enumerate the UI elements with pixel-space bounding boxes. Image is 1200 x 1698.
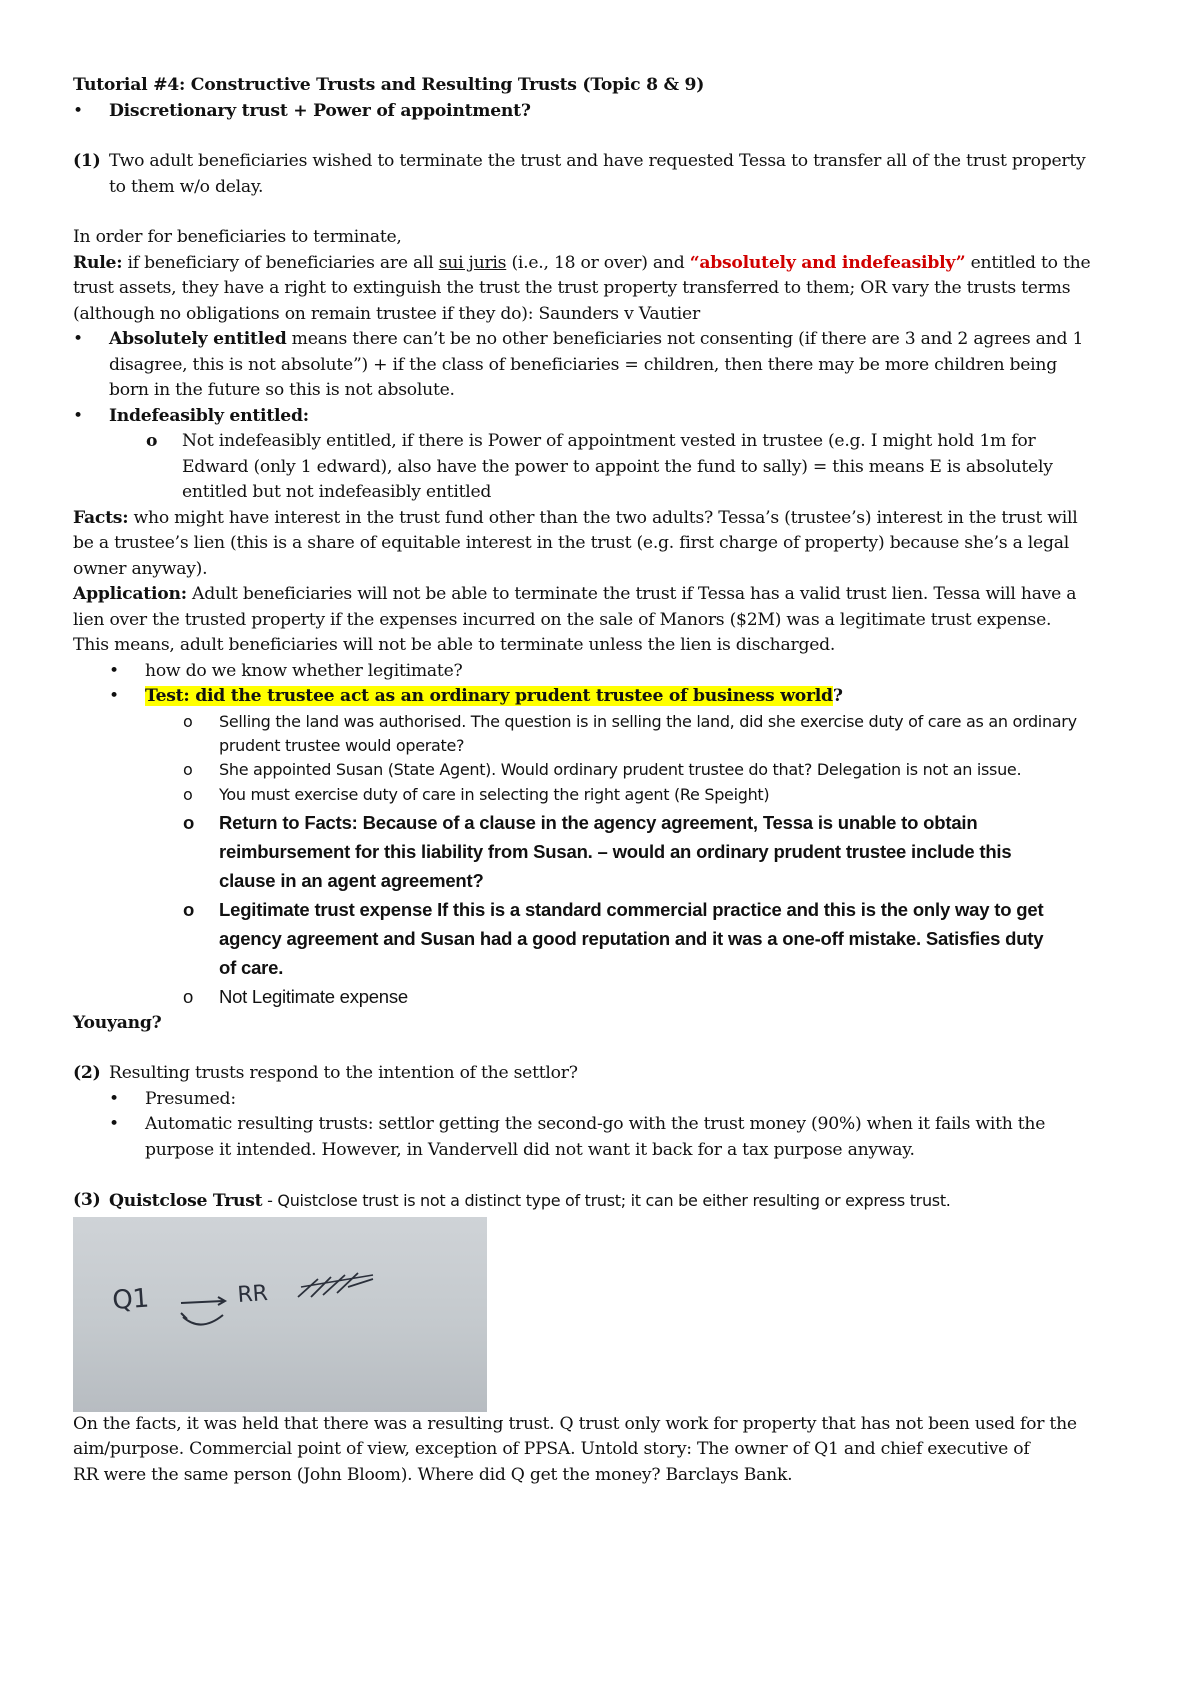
sub-bullet-icon: o bbox=[183, 759, 193, 779]
sub-bullet-not-indefeasibly: o Not indefeasibly entitled, if there is Power of appointment vested in trustee (e.g. I might hold 1m for Edward (only 1 edward), also have the power to appoint the fund to sally) = this means E is absolutely entitled but not indefeasibly entitled bbox=[146, 431, 1053, 502]
question-number: (2) bbox=[73, 1063, 101, 1083]
bullet-discretionary-trust: • Discretionary trust + Power of appointment? bbox=[73, 99, 1143, 125]
intro-text: In order for beneficiaries to terminate, bbox=[73, 227, 402, 247]
handwriting-q1: Q1 bbox=[111, 1283, 150, 1316]
sub-bullet-icon: o bbox=[183, 985, 194, 1007]
facts-paragraph: Facts: who might have interest in the trust fund other than the two adults? Tessa’s (trustee’s) interest in the trust will be a trustee’s lien (this is a share of equitable interest in the trust (e.g. first charge of property) because she’s a legal owner anyway). bbox=[73, 507, 1078, 579]
sub-bullet-icon: o bbox=[183, 811, 195, 833]
bullet-automatic-resulting: • Automatic resulting trusts: settlor getting the second-go with the trust money (90%) when it fails with the purpose it intended. However, in Vandervell did not want it back for a tax purpose anyway. bbox=[109, 1114, 1046, 1160]
bullet-icon: • bbox=[109, 1114, 119, 1134]
document-content bbox=[73, 73, 1143, 1488]
document-title: Tutorial #4: Constructive Trusts and Resulting Trusts (Topic 8 & 9) bbox=[73, 75, 705, 95]
bullet-presumed: • Presumed: bbox=[73, 1087, 1143, 1113]
bullet-icon: • bbox=[109, 660, 119, 681]
bullet-icon: • bbox=[73, 329, 83, 349]
bullet-how-legitimate: • how do we know whether legitimate? bbox=[73, 659, 1143, 685]
bullet-icon: • bbox=[109, 1088, 119, 1109]
bullet-test: • Test: did the trustee act as an ordinary prudent trustee of business world? bbox=[73, 684, 1143, 710]
closing-paragraph: On the facts, it was held that there was a resulting trust. Q trust only work for property that has not been used for the aim/purpose. Commercial point of view, exception of PPSA. Untold story: The owner of Q1 and chief executive of RR were the same person (John Bloom). Where did Q get the money? Barclays Bank. bbox=[73, 1413, 1077, 1485]
handwriting-svg bbox=[73, 1217, 487, 1412]
bullet-icon: • bbox=[73, 405, 83, 426]
youyang-heading: Youyang? bbox=[73, 1012, 162, 1033]
highlighted-test: Test: did the trustee act as an ordinary prudent trustee of business world bbox=[145, 686, 833, 706]
question-2: (2) Resulting trusts respond to the intention of the settlor? bbox=[73, 1061, 1143, 1087]
sub-bullet-duty-of-care: o You must exercise duty of care in selecting the right agent (Re Speight) bbox=[73, 782, 1143, 808]
rule-paragraph: Rule: if beneficiary of beneficiaries are all sui juris (i.e., 18 or over) and “absolutely and indefeasibly” entitled to the trust assets, they have a right to extinguish the trust the trust property transferred to them; OR vary the trusts terms (although no obligations on remain trustee if they do): Saunders v Vautier bbox=[73, 252, 1091, 324]
question-number: (3) bbox=[73, 1190, 101, 1210]
bullet-icon: • bbox=[73, 100, 83, 121]
question-number: (1) bbox=[73, 151, 101, 171]
sub-bullet-icon: o bbox=[183, 898, 195, 920]
sub-bullet-icon: o bbox=[183, 784, 193, 804]
sub-bullet-legitimate-expense: o Legitimate trust expense If this is a standard commercial practice and this is the only way to get agency agreement and Susan had a good reputation and it was a one-off mistake. Satisfies duty of care. bbox=[73, 895, 1143, 982]
sub-bullet-icon: o bbox=[146, 431, 158, 451]
question-3: (3) Quistclose Trust - Quistclose trust is not a distinct type of trust; it can be either resulting or express trust. bbox=[73, 1188, 1143, 1215]
sub-bullet-return-to-facts: o Return to Facts: Because of a clause in the agency agreement, Tessa is unable to obtain reimbursement for this liability from Susan. – would an ordinary prudent trustee include this clause in an agent agreement? bbox=[73, 808, 1143, 895]
sub-bullet-not-legitimate: o Not Legitimate expense bbox=[73, 982, 1143, 1011]
absolutely-indefeasibly-term: “absolutely and indefeasibly” bbox=[689, 252, 966, 273]
sui-juris-term: sui juris bbox=[438, 252, 507, 273]
handwritten-note-photo bbox=[73, 1217, 487, 1412]
application-paragraph: Application: Adult beneficiaries will not be able to terminate the trust if Tessa has a valid trust lien. Tessa will have a lien over the trusted property if the expenses incurred on the sale of Manors ($2M) was a legitimate trust expense. This means, adult beneficiaries will not be able to terminate unless the lien is discharged. bbox=[73, 584, 1077, 655]
handwriting-rr: RR bbox=[236, 1280, 269, 1308]
bullet-icon: • bbox=[109, 686, 119, 706]
question-1: (1) Two adult beneficiaries wished to terminate the trust and have requested Tessa to transfer all of the trust property to them w/o delay. bbox=[73, 151, 1086, 197]
sub-bullet-appointed-susan: o She appointed Susan (State Agent). Would ordinary prudent trustee do that? Delegation is not an issue. bbox=[73, 758, 1143, 782]
sub-bullet-selling-land: o Selling the land was authorised. The question is in selling the land, did she exercise duty of care as an ordinary prudent trustee would operate? bbox=[183, 711, 1077, 755]
sub-bullet-icon: o bbox=[183, 711, 193, 731]
bullet-indefeasibly-entitled: • Indefeasibly entitled: bbox=[73, 404, 1143, 430]
bullet-absolutely-entitled: • Absolutely entitled means there can’t be no other beneficiaries not consenting (if there are 3 and 2 agrees and 1 disagree, this is not absolute”) + if the class of beneficiaries = children, then there may be more children being born in the future so this is not absolute. bbox=[73, 329, 1084, 400]
